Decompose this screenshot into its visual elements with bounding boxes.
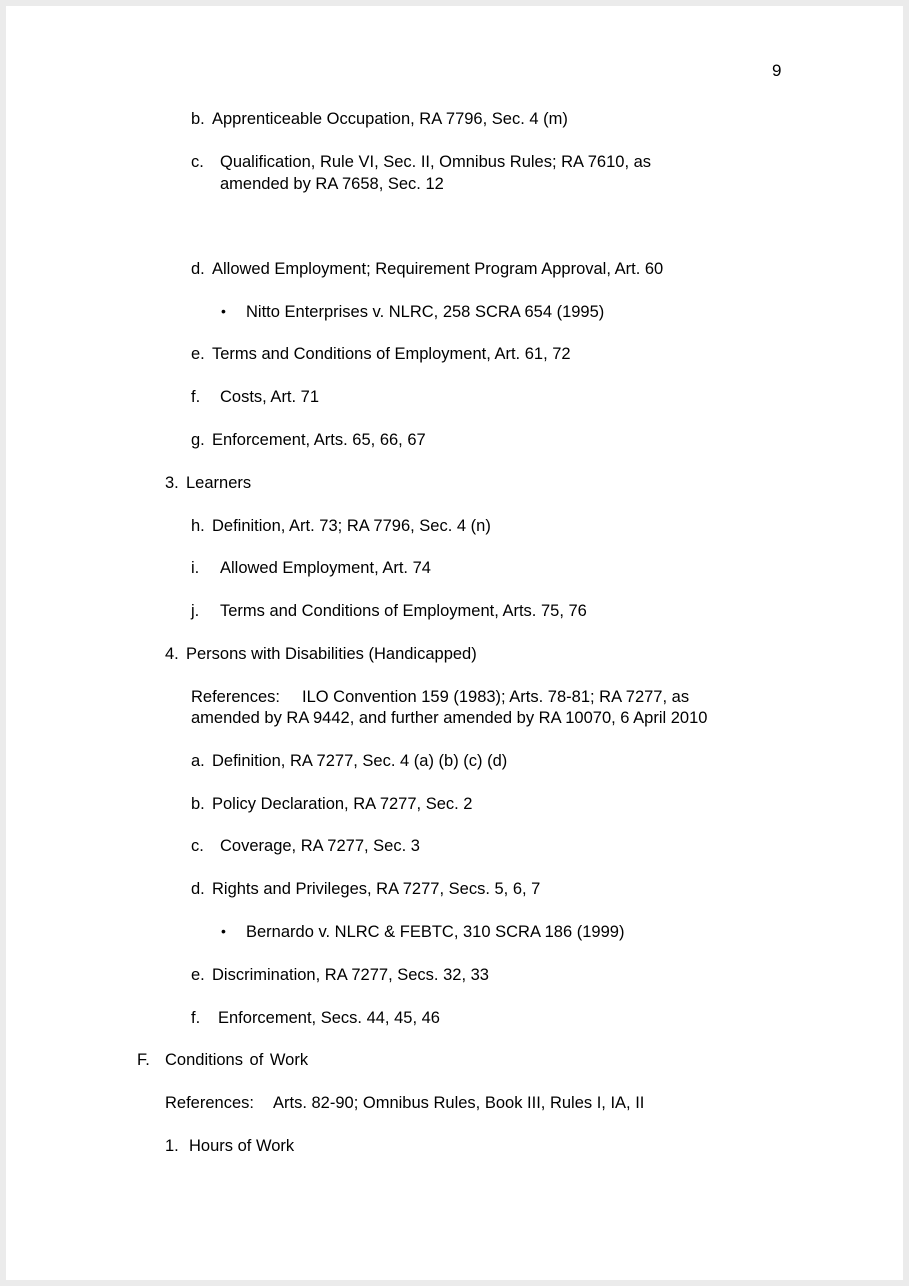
list-item-text: Coverage, RA 7277, Sec. 3 — [220, 837, 420, 855]
list-item-text: Costs, Art. 71 — [220, 388, 320, 406]
list-marker: d. — [191, 880, 205, 898]
section-marker: 4. — [165, 645, 179, 663]
references-label: References: — [191, 688, 280, 706]
list-marker: e. — [191, 966, 205, 984]
list-item-text: Enforcement, Secs. 44, 45, 46 — [218, 1009, 440, 1027]
list-item-text: Policy Declaration, RA 7277, Sec. 2 — [212, 795, 473, 813]
case-citation: Nitto Enterprises v. NLRC, 258 SCRA 654 (1995) — [246, 303, 605, 321]
list-item-text: Terms and Conditions of Employment, Arts. 75, 76 — [220, 602, 587, 620]
list-item-text: Allowed Employment, Art. 74 — [220, 559, 431, 577]
list-item-text: Discrimination, RA 7277, Secs. 32, 33 — [212, 966, 489, 984]
list-item-text: Definition, Art. 73; RA 7796, Sec. 4 (n) — [212, 517, 491, 535]
case-citation: Bernardo v. NLRC & FEBTC, 310 SCRA 186 (1999) — [246, 923, 625, 941]
list-marker: j. — [191, 602, 200, 620]
list-marker: d. — [191, 260, 205, 278]
list-marker: b. — [191, 110, 205, 128]
document-page — [6, 6, 903, 1280]
section-marker: 3. — [165, 474, 179, 492]
list-item-text: Qualification, Rule VI, Sec. II, Omnibus Rules; RA 7610, as — [220, 153, 652, 171]
list-item-text: Terms and Conditions of Employment, Art. 61, 72 — [212, 345, 571, 363]
list-marker: i. — [191, 559, 200, 577]
section-heading: Conditions of Work — [165, 1051, 309, 1069]
section-heading: Hours of Work — [189, 1137, 295, 1155]
list-item-text-continued: amended by RA 7658, Sec. 12 — [220, 175, 444, 193]
section-marker: F. — [137, 1051, 150, 1069]
list-item-text: Enforcement, Arts. 65, 66, 67 — [212, 431, 426, 449]
section-marker: 1. — [165, 1137, 179, 1155]
list-marker: h. — [191, 517, 205, 535]
list-marker: f. — [191, 1009, 201, 1027]
bullet-icon: • — [221, 923, 226, 939]
list-item-text: Rights and Privileges, RA 7277, Secs. 5, 6, 7 — [212, 880, 541, 898]
list-marker: e. — [191, 345, 205, 363]
list-marker: a. — [191, 752, 205, 770]
list-item-text: Apprenticeable Occupation, RA 7796, Sec. 4 (m) — [212, 110, 568, 128]
section-heading: Learners — [186, 474, 252, 492]
list-marker: f. — [191, 388, 201, 406]
list-item-text: Allowed Employment; Requirement Program Approval, Art. 60 — [212, 260, 664, 278]
list-marker: b. — [191, 795, 205, 813]
references-text: Arts. 82-90; Omnibus Rules, Book III, Rules I, IA, II — [273, 1094, 645, 1112]
list-marker: c. — [191, 153, 204, 171]
section-heading: Persons with Disabilities (Handicapped) — [186, 645, 477, 663]
references-text-continued: amended by RA 9442, and further amended by RA 10070, 6 April 2010 — [191, 709, 708, 727]
list-marker: c. — [191, 837, 204, 855]
list-item-text: Definition, RA 7277, Sec. 4 (a) (b) (c) (d) — [212, 752, 508, 770]
bullet-icon: • — [221, 303, 226, 319]
page-number: 9 — [772, 61, 782, 80]
references-text: ILO Convention 159 (1983); Arts. 78-81; RA 7277, as — [302, 688, 690, 706]
references-label: References: — [165, 1094, 254, 1112]
list-marker: g. — [191, 431, 205, 449]
